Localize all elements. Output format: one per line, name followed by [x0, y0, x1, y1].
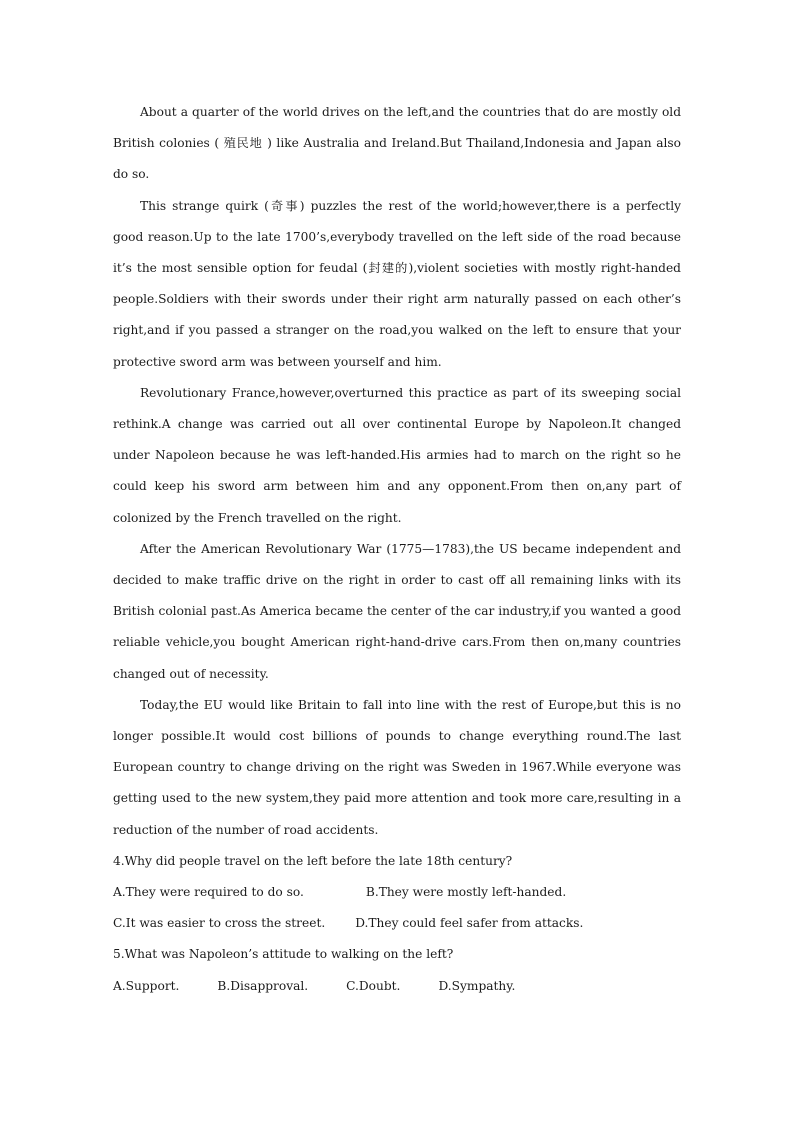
- paragraph-3: Revolutionary France,however,overturned this practice as part of its sweeping social rethink.A change was carried out all over continental Europe by Napoleon.It changed under Napoleon because he was left-handed.His armies had to march on the right so he could keep his sword arm between him and any opponent.From then on,any part of colonized by the French travelled on the right.: [113, 385, 681, 525]
- option-4d: D.They could feel safer from attacks.: [355, 916, 584, 931]
- paragraph-4: After the American Revolutionary War (1775—1783),the US became independent and decided to make traffic drive on the right in order to cast off all remaining links with its British colonial past.As America became the center of the car industry,if you wanted a good reliable vehicle,you bought American right-hand-drive cars.From then on,many countries changed out of necessity.: [113, 541, 681, 681]
- option-5d: D.Sympathy.: [438, 978, 516, 993]
- paragraph-2: This strange quirk (奇事) puzzles the rest of the world;however,there is a perfectly good reason.Up to the late 1700’s,everybody travelled on the left side of the road because it’s the most sensible option for feudal (封建的),violent societies with mostly right-handed people.Soldiers with their swords under their right arm naturally passed on each other’s right,and if you passed a stranger on the road,you walked on the left to ensure that your protective sword arm was between yourself and him.: [113, 198, 681, 369]
- question-4-options-row-2: [113, 908, 681, 939]
- question-5-options-row: [113, 971, 681, 1002]
- paragraph-1: About a quarter of the world drives on the left,and the countries that do are mostly old British colonies ( 殖民地 ) like Australia and Ireland.But Thailand,Indonesia and Japan also do so.: [113, 105, 681, 182]
- option-5b: B.Disapproval.: [217, 978, 309, 993]
- question-4-options-row-1: [113, 877, 681, 908]
- question-5-stem: 5.What was Napoleon’s attitude to walking on the left?: [113, 947, 454, 962]
- option-4b: B.They were mostly left-handed.: [365, 885, 567, 900]
- question-4-stem: 4.Why did people travel on the left before the late 18th century?: [113, 853, 513, 868]
- option-5a: A.Support.: [113, 978, 180, 993]
- question-4: [113, 846, 681, 940]
- reading-passage: [113, 97, 681, 1002]
- question-5: [113, 939, 681, 1001]
- option-4a: A.They were required to do so.: [113, 885, 304, 900]
- paragraph-5: Today,the EU would like Britain to fall into line with the rest of Europe,but this is no longer possible.It would cost billions of pounds to change everything round.The last European country to change driving on the right was Sweden in 1967.While everyone was getting used to the new system,they paid more attention and took more care,resulting in a reduction of the number of road accidents.: [113, 697, 681, 837]
- option-5c: C.Doubt.: [346, 978, 401, 993]
- option-4c: C.It was easier to cross the street.: [113, 916, 326, 931]
